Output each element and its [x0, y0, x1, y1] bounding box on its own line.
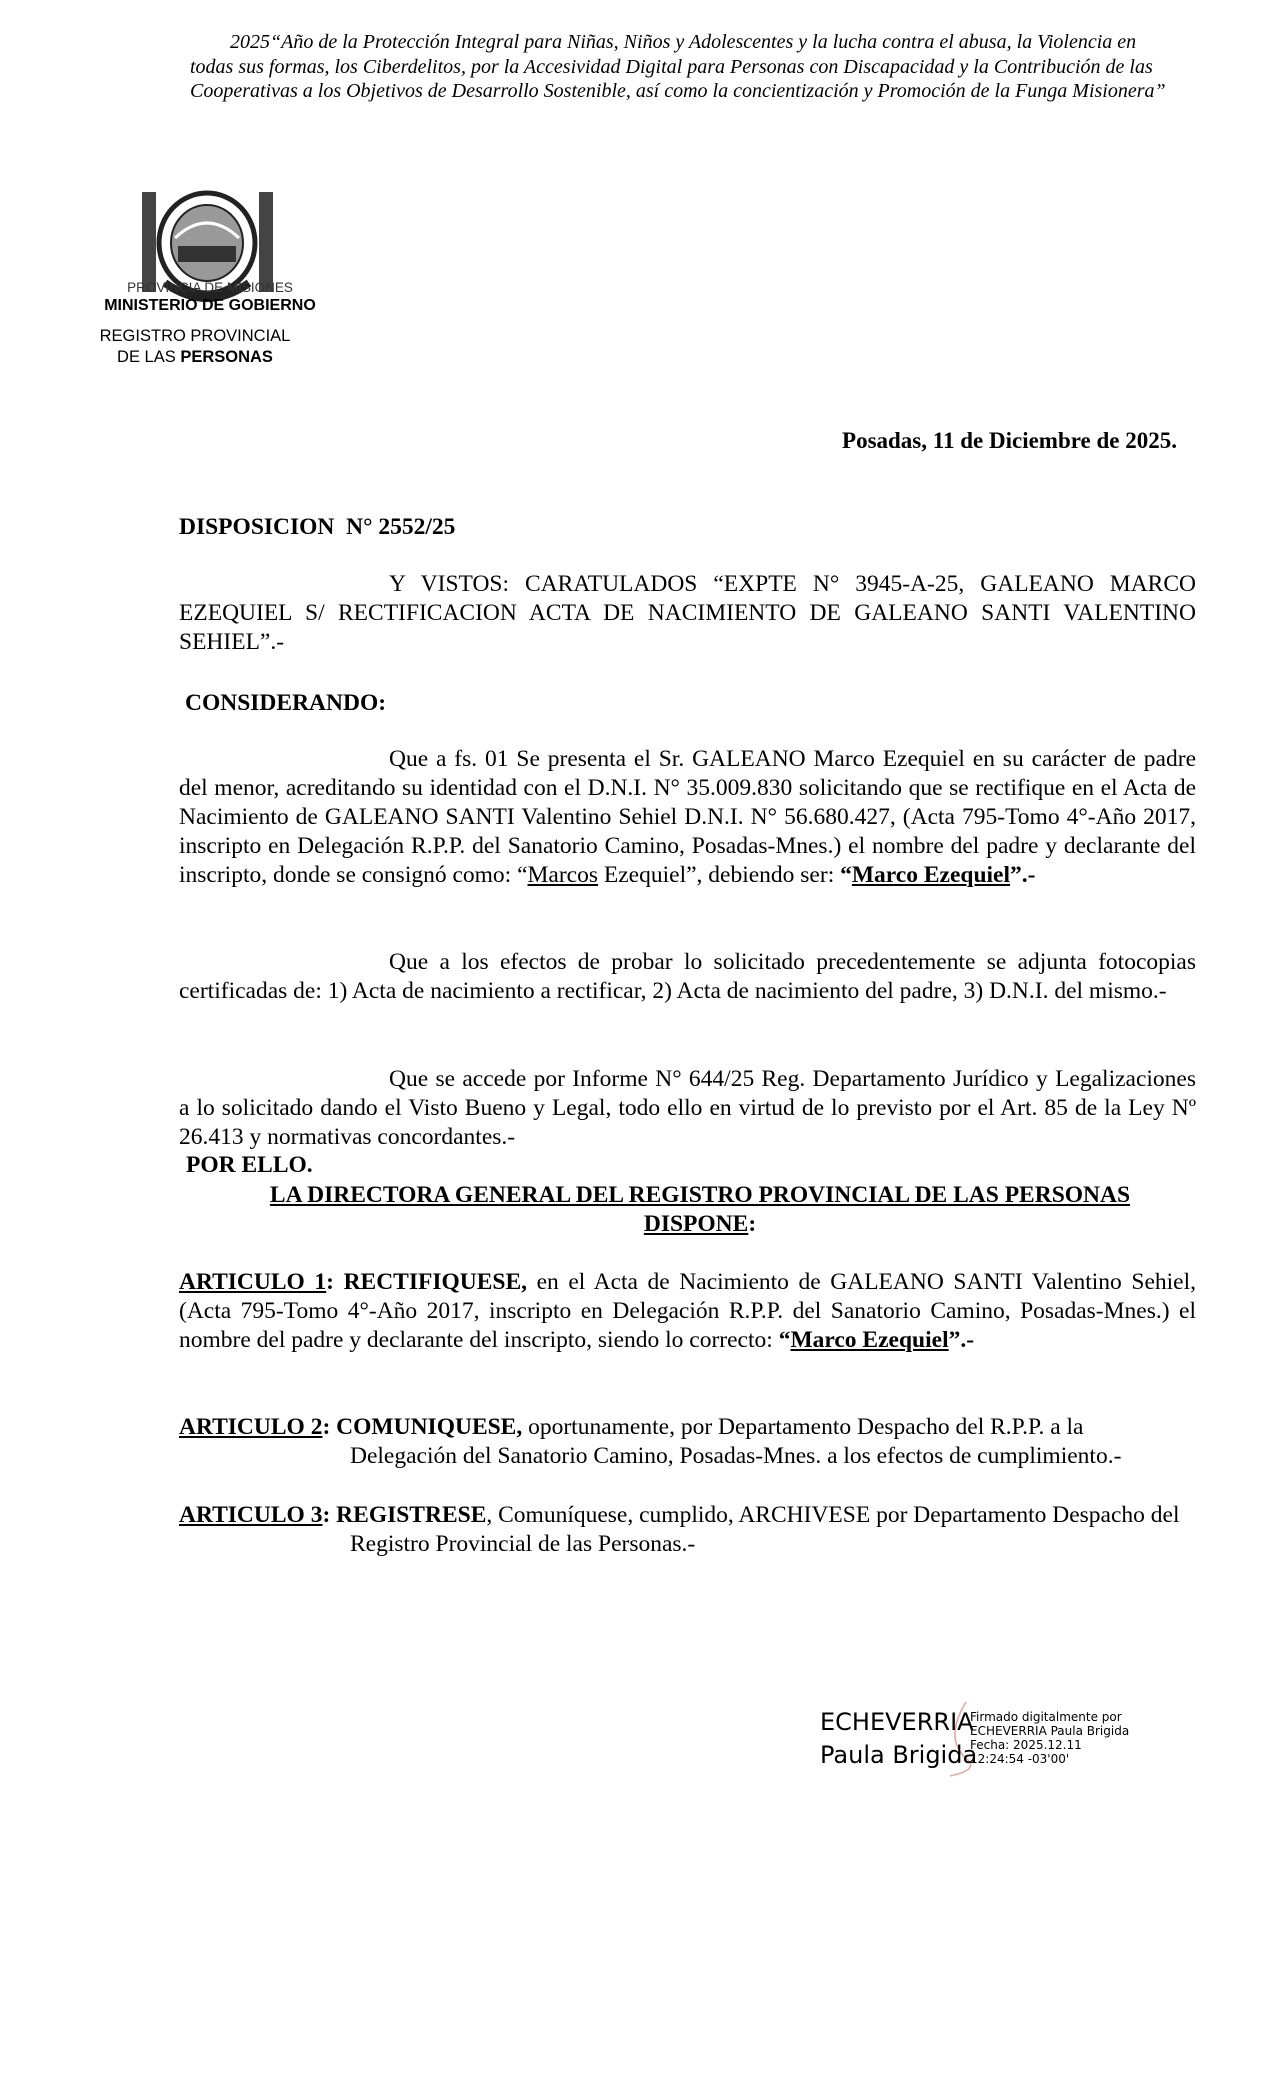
wrong-name: Marcos [527, 862, 599, 888]
article-1: ARTICULO 1: RECTIFIQUESE, en el Acta de Nacimiento de GALEANO SANTI Valentino Sehiel, (Acta 795-Tomo 4°-Año 2017, inscripto en Delegación R.P.P. del Sanatorio Camino, Posadas-Mnes.) el nombre del padre y declarante del inscripto, siendo lo correcto: “Marco Ezequiel”.- [179, 1269, 1196, 1353]
considerando-paragraph-2: Que a los efectos de probar lo solicitado precedentemente se adjunta fotocopias certificadas de: 1) Acta de nacimiento a rectificar, 2) Acta de nacimiento del padre, 3) D.N.I. del mismo.- [179, 949, 1196, 1004]
province-name: PROVINCIA DE MISIONES [127, 280, 293, 295]
document-date: Posadas, 11 de Diciembre de 2025. [842, 428, 1177, 453]
article-2: ARTICULO 2: COMUNIQUESE, oportunamente, por Departamento Despacho del R.P.P. a la Delegación del Sanatorio Camino, Posadas-Mnes. a los efectos de cumplimiento.- [179, 1414, 1122, 1469]
correct-name: Marco Ezequiel [851, 862, 1011, 888]
registry-name: REGISTRO PROVINCIAL DE LAS PERSONAS [99, 327, 291, 366]
por-ello-heading: POR ELLO. [186, 1152, 313, 1178]
disposition-number: DISPOSICION N° 2552/25 [179, 514, 456, 540]
directora-heading: LA DIRECTORA GENERAL DEL REGISTRO PROVINCIAL DE LAS PERSONAS DISPONE: [269, 1182, 1131, 1237]
ministry-name: MINISTERIO DE GOBIERNO [104, 297, 316, 314]
considerando-paragraph-3: Que se accede por Informe N° 644/25 Reg. Departamento Jurídico y Legalizaciones a lo solicitado dando el Visto Bueno y Legal, todo ello en virtud de lo previsto por el Art. 85 de la Ley Nº 26.413 y normativas concordantes.- [179, 1066, 1196, 1150]
considerando-paragraph-1: Que a fs. 01 Se presenta el Sr. GALEANO Marco Ezequiel en su carácter de padre del menor, acreditando su identidad con el D.N.I. N° 35.009.830 solicitando que se rectifique en el Acta de Nacimiento de GALEANO SANTI Valentino Sehiel D.N.I. N° 56.680.427, (Acta 795-Tomo 4°-Año 2017, inscripto en Delegación R.P.P. del Sanatorio Camino, Posadas-Mnes.) el nombre del padre y declarante del inscripto, donde se consignó como: “Marcos Ezequiel”, debiendo ser: “Marco Ezequiel”.- [179, 746, 1196, 888]
article-3: ARTICULO 3: REGISTRESE, Comuníquese, cumplido, ARCHIVESE por Departamento Despacho del Registro Provincial de las Personas.- [179, 1502, 1180, 1557]
considerando-heading: CONSIDERANDO: [185, 690, 387, 716]
year-motto: 2025“Año de la Protección Integral para Niñas, Niños y Adolescentes y la lucha contra el abusa, la Violencia en todas sus formas, los Ciberdelitos, por la Accesividad Digital para Personas con Discapacidad y la Contribución de las Cooperativas a los Objetivos de Desarrollo Sostenible, así como la concientización y Promoción de la Funga Misionera” [190, 31, 1166, 102]
vistos-paragraph: Y VISTOS: CARATULADOS “EXPTE N° 3945-A-25, GALEANO MARCO EZEQUIEL S/ RECTIFICACION ACTA DE NACIMIENTO DE GALEANO SANTI VALENTINO SEHIEL”.- [179, 571, 1196, 655]
